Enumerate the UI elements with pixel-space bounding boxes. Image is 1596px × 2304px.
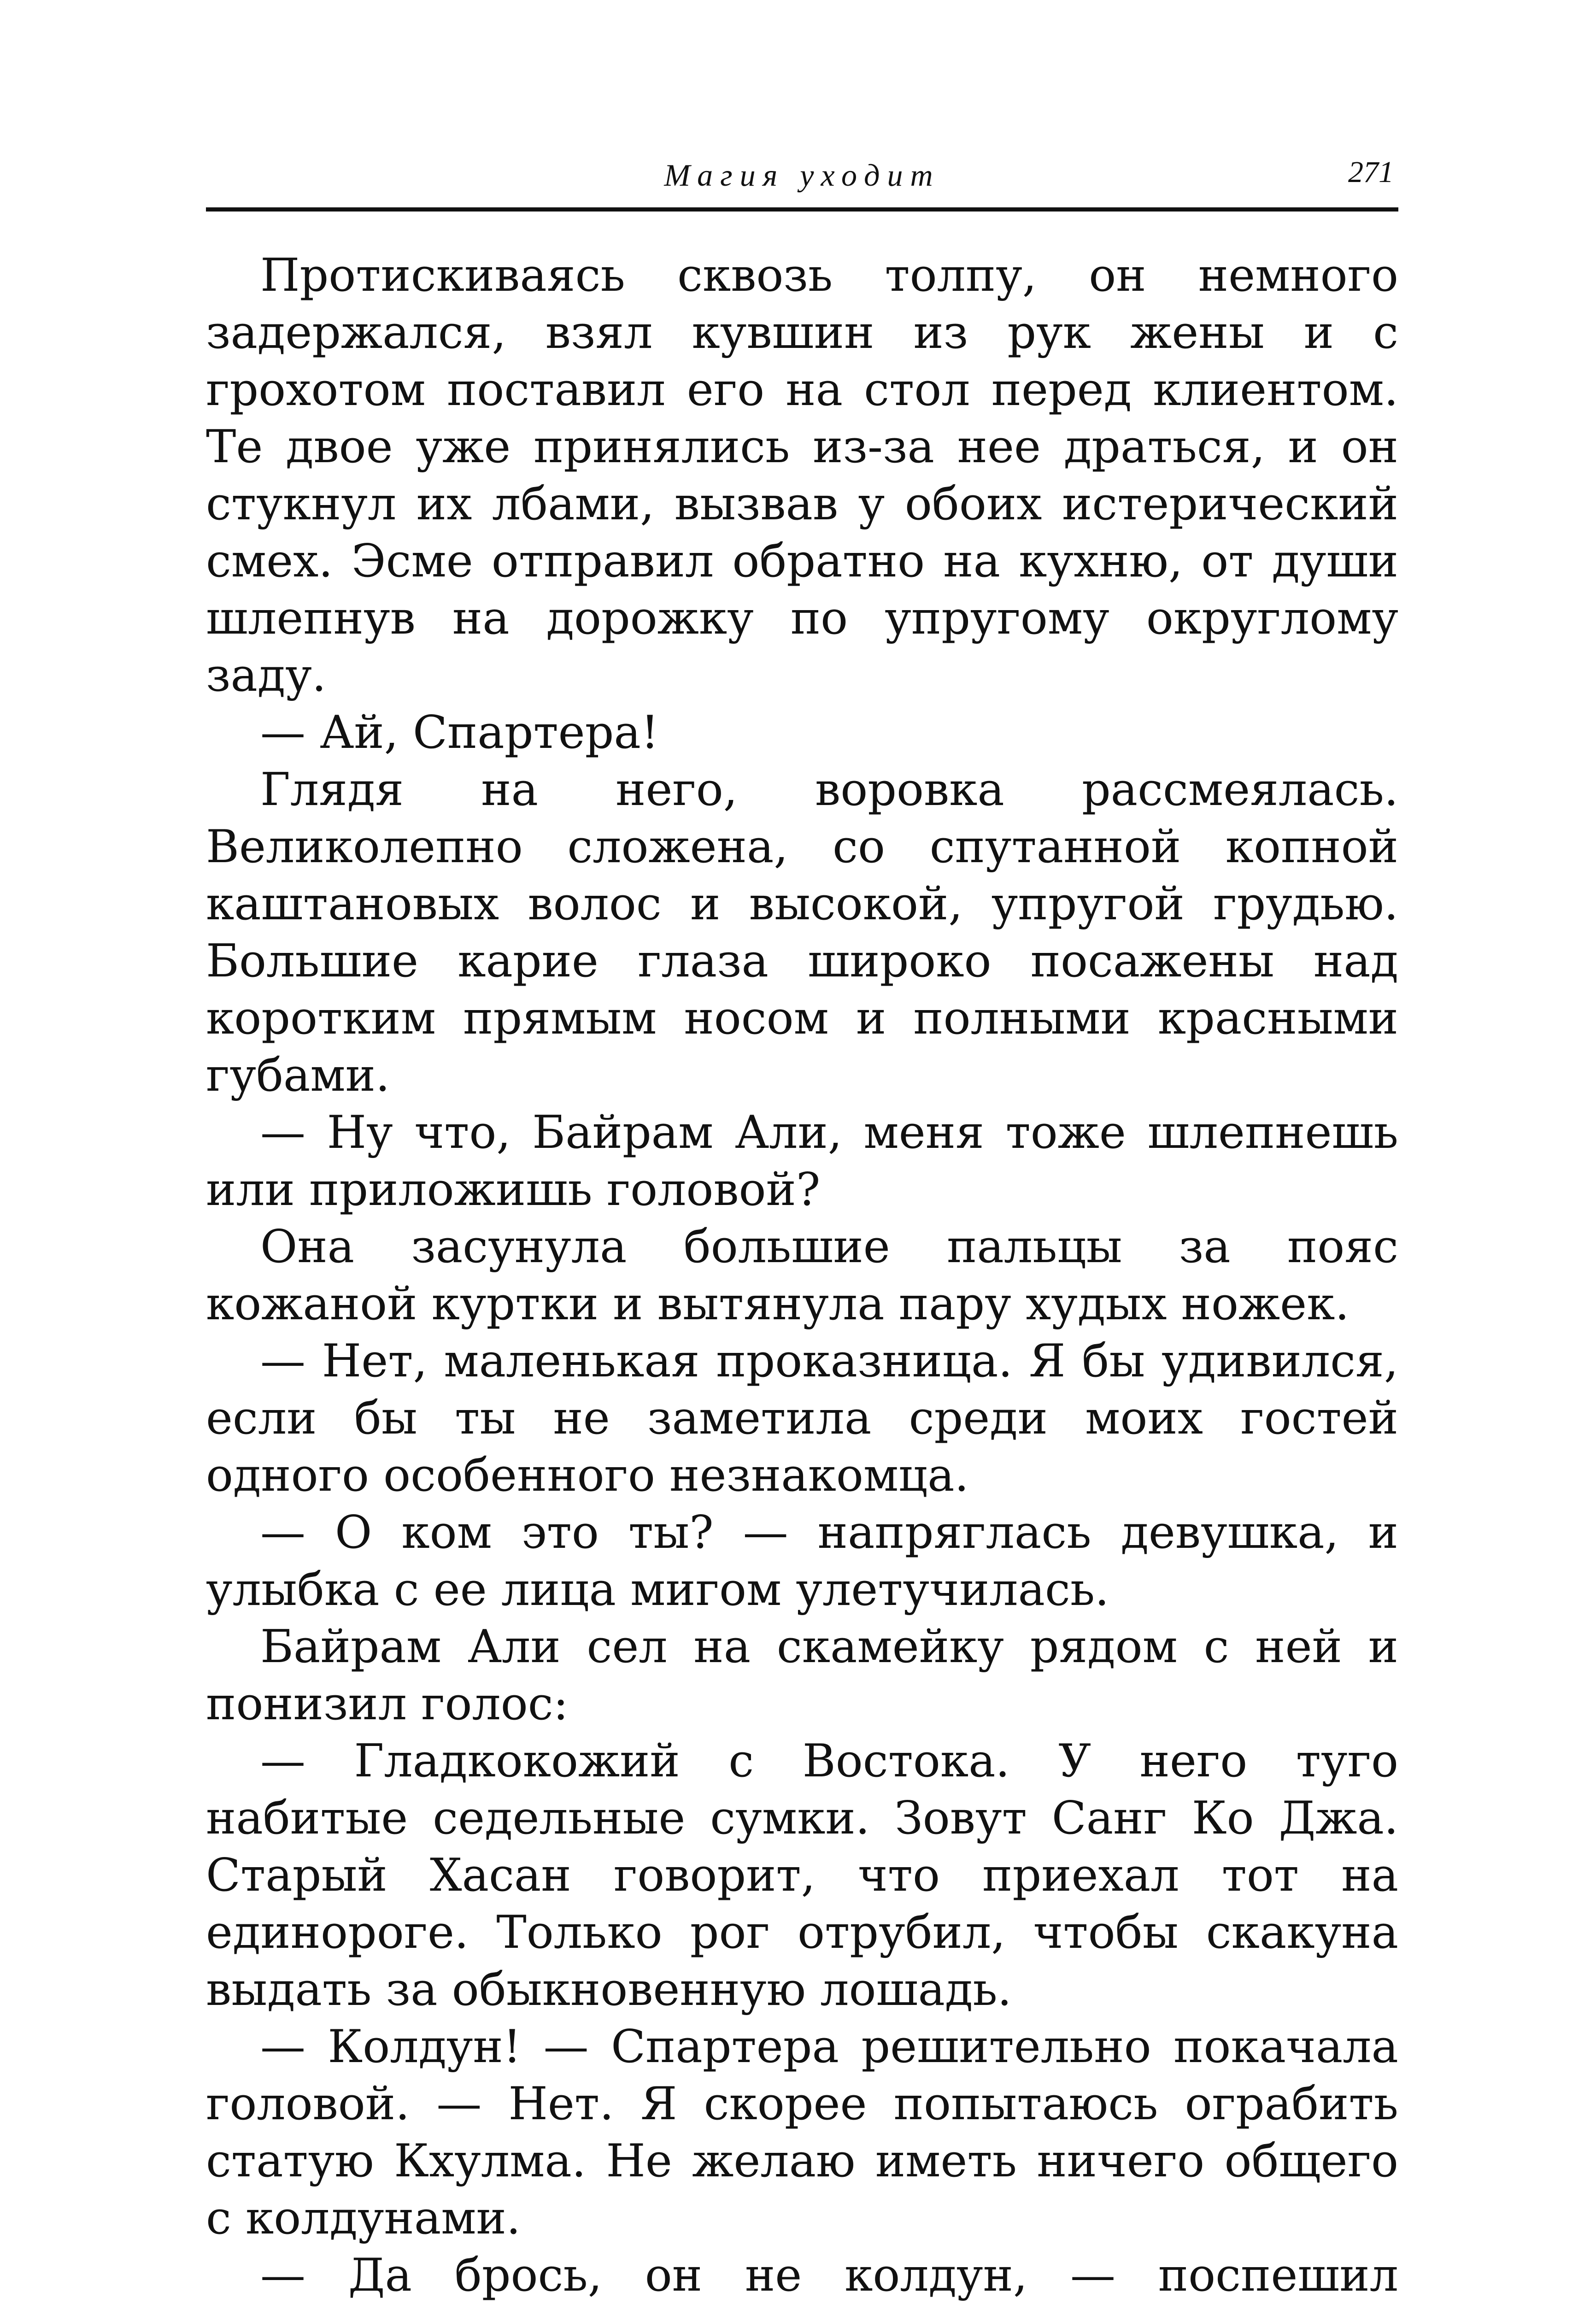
paragraph: — Ну что, Байрам Али, меня тоже шлепнешь или приложишь головой? (206, 1106, 1398, 1216)
paragraph: — Нет, маленькая проказница. Я бы удивился, если бы ты не заметила среди моих гостей одного особенного незнакомца. (206, 1335, 1398, 1502)
paragraph: — Да брось, он не колдун, — поспешил (260, 2249, 1398, 2302)
paragraph: Протискиваясь сквозь толпу, он немного задержался, взял кувшин из рук жены и с грохотом поставил его на стол перед клиентом. Те двое уже принялись из-за нее драться, и он стукнул их лбами, вызвав у обоих истерический смех. Эсме отправил обратно на кухню, от души шлепнув на дорожку по упругому округлому заду. (206, 249, 1398, 702)
paragraph: — Ай, Спартера! (260, 706, 659, 759)
paragraph: Она засунула большие пальцы за пояс кожаной куртки и вытянула пару худых ножек. (206, 1221, 1398, 1330)
paragraph: — Колдун! — Спартера решительно покачала головой. — Нет. Я скорее попытаюсь ограбить статую Кхулма. Не желаю иметь ничего общего с колдунами. (206, 2021, 1398, 2245)
paragraph: Глядя на него, воровка рассмеялась. Великолепно сложена, со спутанной копной каштановых волос и высокой, упругой грудью. Большие карие глаза широко посажены над коротким прямым носом и полными красными губами. (206, 764, 1398, 1102)
running-header (206, 157, 1398, 212)
page-number: 271 (1348, 155, 1394, 189)
paragraph: Байрам Али сел на скамейку рядом с ней и понизил голос: (206, 1621, 1398, 1730)
paragraph: — О ком это ты? — напряглась девушка, и улыбка с ее лица мигом улетучилась. (206, 1506, 1398, 1616)
header-rule (206, 207, 1398, 212)
text-body (206, 247, 1398, 2304)
running-title: Магия уходит (664, 158, 940, 193)
paragraph: — Гладкокожий с Востока. У него туго набитые седельные сумки. Зовут Санг Ко Джа. Старый Хасан говорит, что приехал тот на единороге. Только рог отрубил, чтобы скакуна выдать за обыкновенную лошадь. (206, 1735, 1398, 2016)
